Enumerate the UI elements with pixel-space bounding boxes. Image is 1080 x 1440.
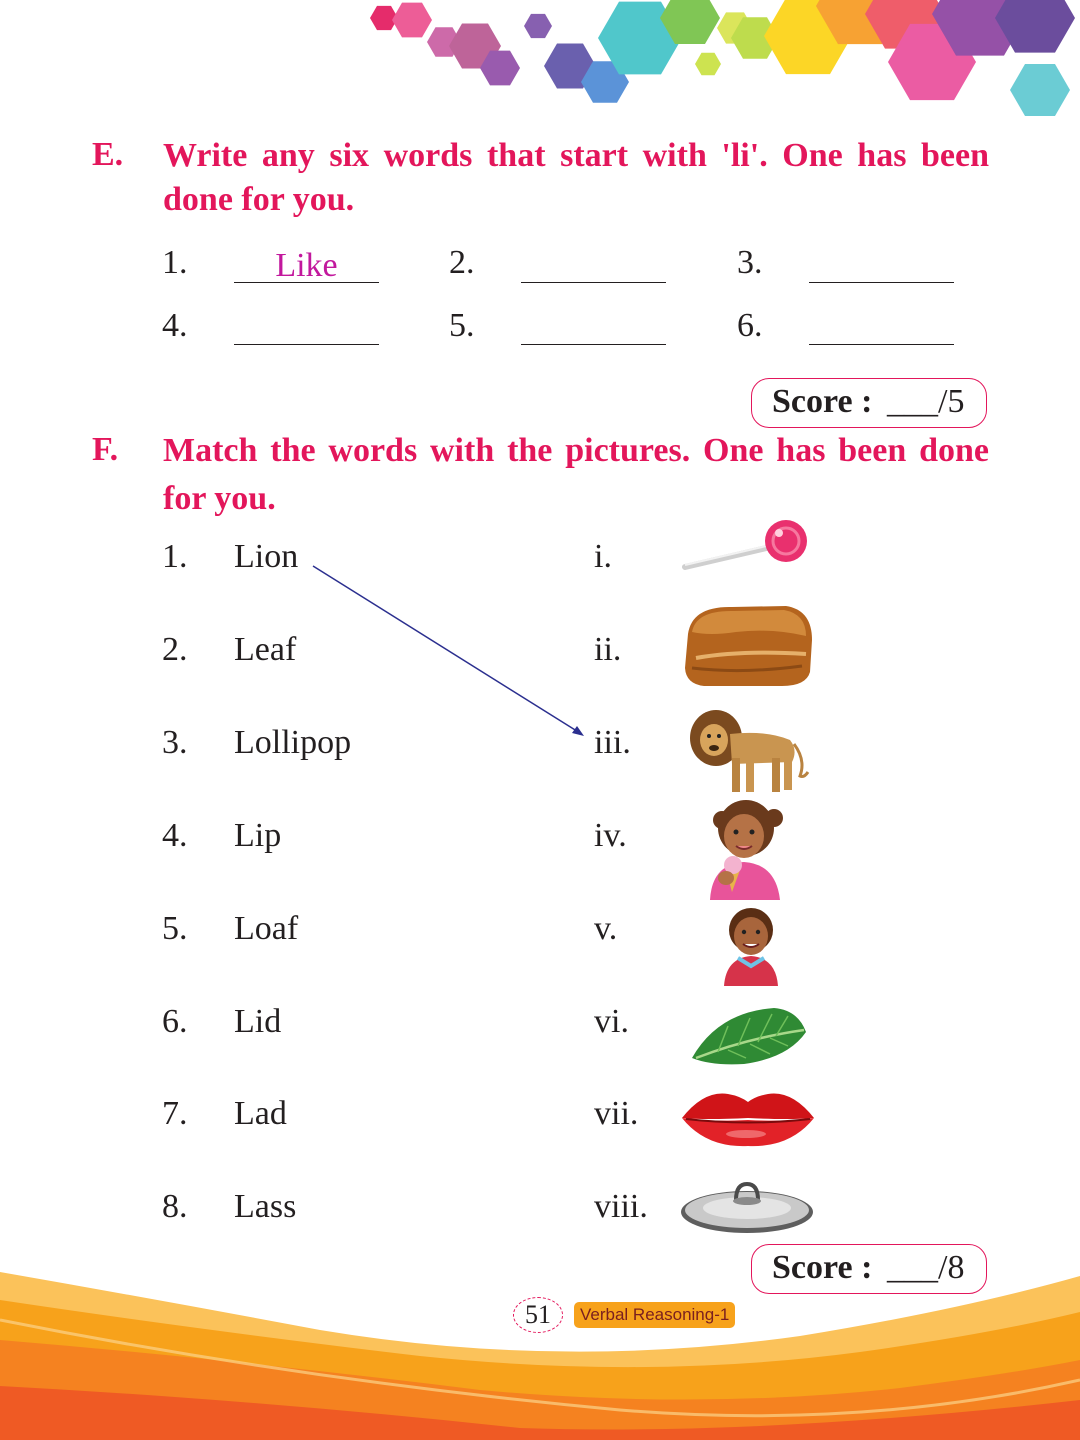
match-word-1-number: 1. <box>162 538 188 575</box>
match-picture-6-numeral: vi. <box>594 1003 629 1040</box>
match-word-lollipop[interactable]: Lollipop <box>234 724 352 761</box>
match-picture-1-numeral: i. <box>594 538 612 575</box>
section-e-item-5-number: 5. <box>449 307 475 344</box>
match-word-8-number: 8. <box>162 1188 188 1225</box>
section-e-item-3-number: 3. <box>737 244 763 281</box>
section-f-letter: F. <box>92 431 119 468</box>
match-word-lip[interactable]: Lip <box>234 817 282 854</box>
match-picture-5-numeral: v. <box>594 910 618 947</box>
section-e-item-2-number: 2. <box>449 244 475 281</box>
section-e-item-1-number: 1. <box>162 244 188 281</box>
page-number: 51 <box>513 1297 563 1333</box>
lion-picture[interactable] <box>686 704 812 798</box>
match-word-loaf[interactable]: Loaf <box>234 910 299 947</box>
section-e-letter: E. <box>92 136 124 173</box>
section-e-score-value: ___/5 <box>887 383 965 420</box>
section-e-item-2-blank[interactable] <box>521 282 666 283</box>
section-e-instruction-line1: Write any six words that start with 'li'. One has been <box>163 137 989 174</box>
match-picture-3-numeral: iii. <box>594 724 631 761</box>
leaf-picture[interactable] <box>688 1002 810 1068</box>
section-e-item-4-blank[interactable] <box>234 344 379 345</box>
boy-picture[interactable] <box>720 904 780 986</box>
match-word-lass[interactable]: Lass <box>234 1188 297 1225</box>
girl-eating-ice-cream-picture[interactable] <box>696 798 790 900</box>
lips-picture[interactable] <box>680 1088 816 1148</box>
example-match-arrow <box>300 555 600 745</box>
match-word-lid[interactable]: Lid <box>234 1003 282 1040</box>
section-f-score-value: ___/8 <box>887 1249 965 1286</box>
section-e-item-1-answer: Like <box>275 247 338 284</box>
match-word-5-number: 5. <box>162 910 188 947</box>
match-word-lion[interactable]: Lion <box>234 538 299 575</box>
match-word-6-number: 6. <box>162 1003 188 1040</box>
pot-lid-picture[interactable] <box>678 1180 816 1236</box>
section-f-instruction-line1: Match the words with the pictures. One has been done <box>163 432 989 469</box>
section-f-instruction-line2: for you. <box>163 480 276 517</box>
match-picture-4-numeral: iv. <box>594 817 627 854</box>
book-title-tag: Verbal Reasoning-1 <box>574 1302 735 1328</box>
match-word-lad[interactable]: Lad <box>234 1095 287 1132</box>
section-e-item-4-number: 4. <box>162 307 188 344</box>
match-word-4-number: 4. <box>162 817 188 854</box>
section-e-item-1-blank[interactable] <box>234 282 379 283</box>
lollipop-picture[interactable] <box>680 518 810 576</box>
section-e-item-6-number: 6. <box>737 307 763 344</box>
match-picture-8-numeral: viii. <box>594 1188 648 1225</box>
match-word-3-number: 3. <box>162 724 188 761</box>
section-f-score-label: Score : <box>772 1249 873 1286</box>
section-e-item-6-blank[interactable] <box>809 344 954 345</box>
match-picture-2-numeral: ii. <box>594 631 622 668</box>
footer-wave-decoration <box>0 1260 1080 1440</box>
section-e-score-label: Score : <box>772 383 873 420</box>
match-word-7-number: 7. <box>162 1095 188 1132</box>
match-word-2-number: 2. <box>162 631 188 668</box>
match-picture-7-numeral: vii. <box>594 1095 639 1132</box>
header-hexagon-decoration <box>0 0 1080 120</box>
section-e-item-3-blank[interactable] <box>809 282 954 283</box>
section-e-item-5-blank[interactable] <box>521 344 666 345</box>
bread-loaf-picture[interactable] <box>682 602 816 688</box>
section-e-score-box <box>751 378 987 428</box>
match-word-leaf[interactable]: Leaf <box>234 631 297 668</box>
section-e-instruction-line2: done for you. <box>163 181 355 218</box>
